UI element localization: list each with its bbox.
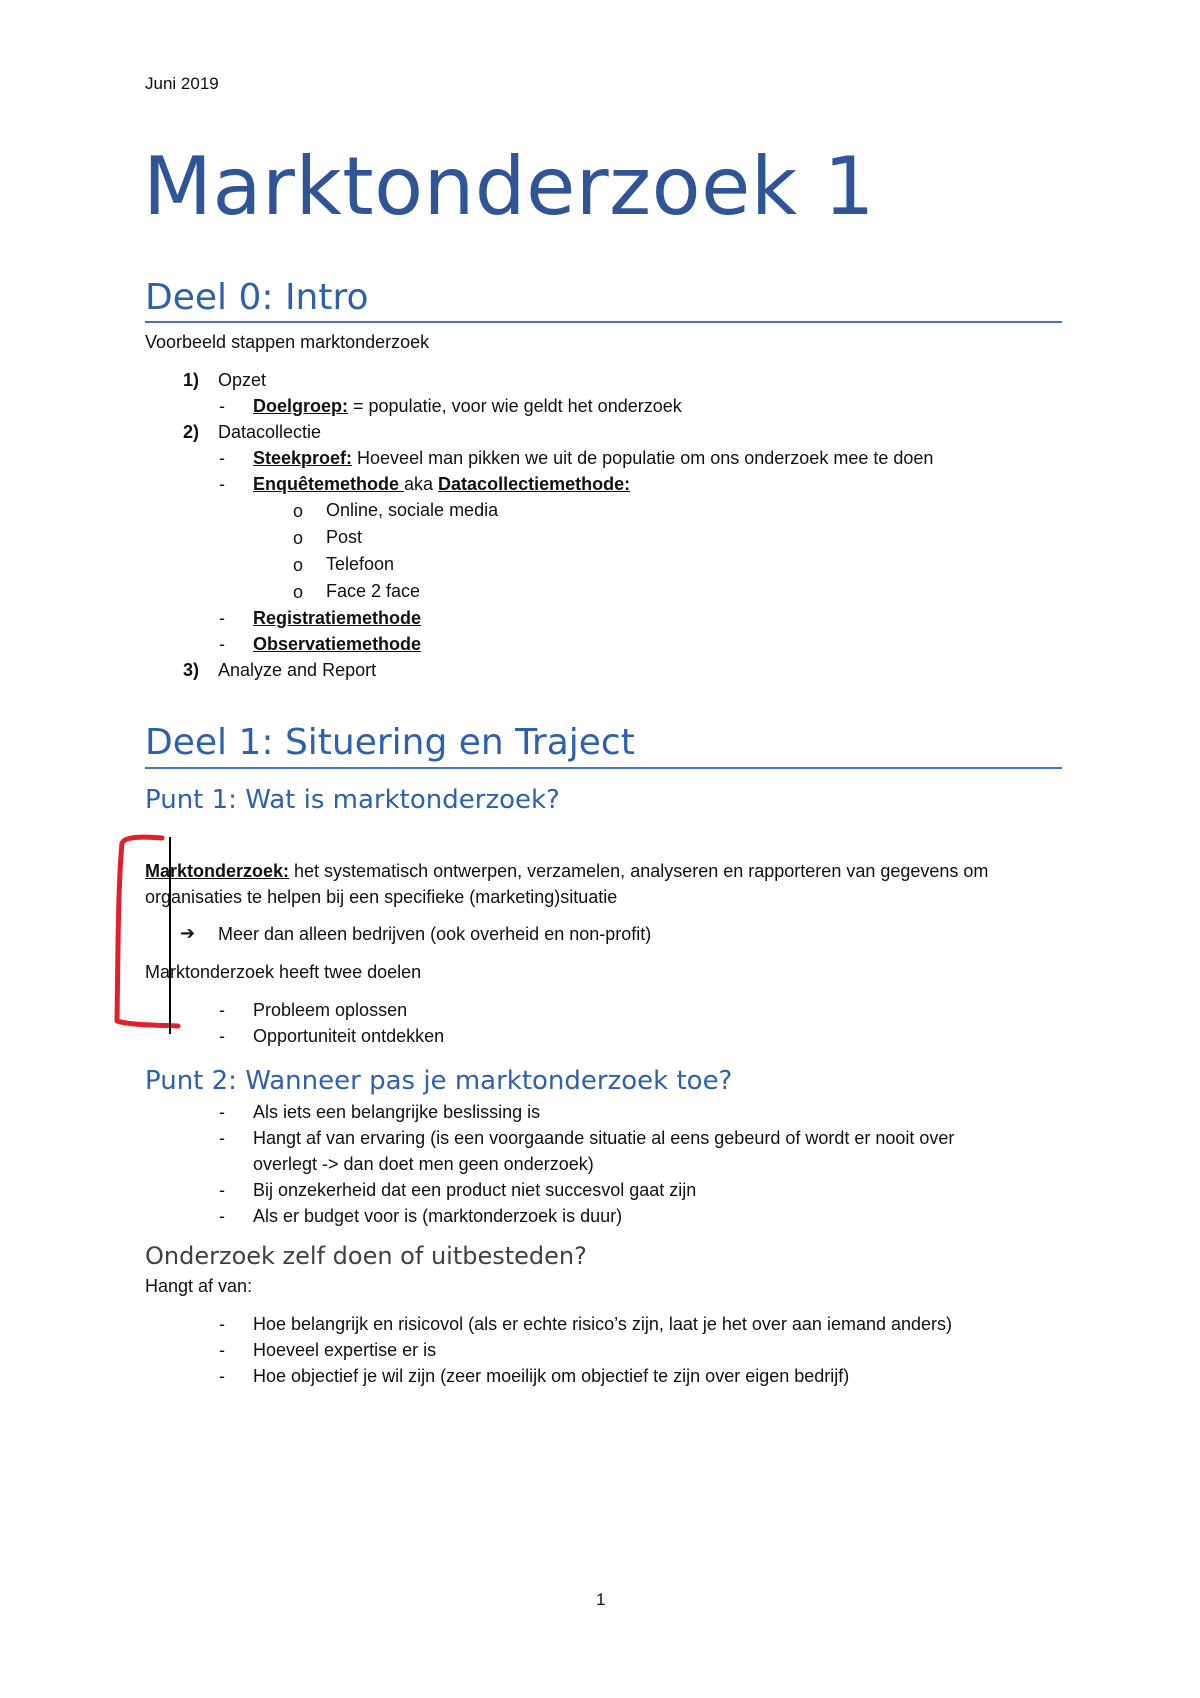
arrow-text: Meer dan alleen bedrijven (ook overheid en non-profit) bbox=[218, 924, 652, 944]
onderzoek-item: Hoeveel expertise er is bbox=[253, 1340, 437, 1360]
red-bracket-annotation bbox=[100, 825, 190, 1045]
punt1-heading: Punt 1: Wat is marktonderzoek? bbox=[145, 785, 560, 815]
dash-marker: - bbox=[219, 1102, 225, 1122]
dash-marker: - bbox=[219, 1314, 225, 1334]
method-item: Post bbox=[326, 527, 363, 547]
doelgroep-text: = populatie, voor wie geldt het onderzoek bbox=[348, 396, 682, 416]
page-title: Marktonderzoek 1 bbox=[143, 140, 875, 233]
marktonderzoek-term: Marktonderzoek: bbox=[145, 861, 290, 881]
bullet-marker: o bbox=[293, 582, 304, 602]
dash-marker: - bbox=[219, 448, 225, 468]
datacollectiemethode-term: Datacollectiemethode: bbox=[438, 474, 631, 494]
deel1-heading-rule bbox=[145, 767, 1062, 769]
bullet-marker: o bbox=[293, 555, 304, 575]
goals-intro: Marktonderzoek heeft twee doelen bbox=[145, 962, 422, 982]
punt2-item: Als iets een belangrijke beslissing is bbox=[253, 1102, 541, 1122]
onderzoek-item: Hoe belangrijk en risicovol (als er echte risico’s zijn, laat je het over aan iemand anders) bbox=[253, 1314, 953, 1334]
steekproef-item bbox=[253, 448, 933, 469]
definition-line-2: organisaties te helpen bij een specifieke (marketing)situatie bbox=[145, 887, 618, 907]
onderzoek-item: Hoe objectief je wil zijn (zeer moeilijk om objectief te zijn over eigen bedrijf) bbox=[253, 1366, 850, 1386]
method-item: Telefoon bbox=[326, 554, 395, 574]
punt2-item: Bij onzekerheid dat een product niet succesvol gaat zijn bbox=[253, 1180, 697, 1200]
dash-marker: - bbox=[219, 1206, 225, 1226]
enquetemethode-term: Enquêtemethode bbox=[253, 474, 405, 494]
header-date: Juni 2019 bbox=[145, 74, 219, 93]
goal-item: Opportuniteit ontdekken bbox=[253, 1026, 445, 1046]
dash-marker: - bbox=[219, 1128, 225, 1148]
method-item: Online, sociale media bbox=[326, 500, 499, 520]
steekproef-term: Steekproef: bbox=[253, 448, 353, 468]
enquetemethode-item bbox=[253, 474, 630, 495]
step-3-label: Analyze and Report bbox=[218, 660, 377, 680]
dash-marker: - bbox=[219, 1000, 225, 1020]
onderzoek-intro: Hangt af van: bbox=[145, 1276, 253, 1296]
red-bracket-stroke bbox=[117, 837, 178, 1026]
step-3-number: 3) bbox=[183, 660, 200, 680]
punt2-heading: Punt 2: Wanneer pas je marktonderzoek toe? bbox=[145, 1066, 733, 1096]
bullet-marker: o bbox=[293, 501, 304, 521]
goal-item: Probleem oplossen bbox=[253, 1000, 408, 1020]
arrow-icon: ➔ bbox=[180, 923, 196, 943]
page-number: 1 bbox=[596, 1590, 606, 1609]
dash-marker: - bbox=[219, 1366, 225, 1386]
punt2-item-continued: overlegt -> dan doet men geen onderzoek) bbox=[253, 1154, 594, 1174]
dash-marker: - bbox=[219, 396, 225, 416]
onderzoek-heading: Onderzoek zelf doen of uitbesteden? bbox=[145, 1242, 587, 1270]
aka-text: aka bbox=[404, 474, 439, 494]
dash-marker: - bbox=[219, 1026, 225, 1046]
steekproef-text: Hoeveel man pikken we uit de populatie om ons onderzoek mee te doen bbox=[352, 448, 934, 468]
deel0-intro: Voorbeeld stappen marktonderzoek bbox=[145, 332, 430, 352]
dash-marker: - bbox=[219, 634, 225, 654]
definition-line-1: het systematisch ontwerpen, verzamelen, analyseren en rapporteren van gegevens om bbox=[289, 861, 989, 881]
punt2-item: Als er budget voor is (marktonderzoek is duur) bbox=[253, 1206, 623, 1226]
deel0-heading: Deel 0: Intro bbox=[145, 277, 369, 318]
method-item: Face 2 face bbox=[326, 581, 421, 601]
dash-marker: - bbox=[219, 474, 225, 494]
doelgroep-term: Doelgroep: bbox=[253, 396, 349, 416]
deel0-heading-rule bbox=[145, 321, 1062, 323]
punt2-item: Hangt af van ervaring (is een voorgaande situatie al eens gebeurd of wordt er nooit over bbox=[253, 1128, 955, 1148]
step-2-number: 2) bbox=[183, 422, 200, 442]
step-1-number: 1) bbox=[183, 370, 200, 390]
marktonderzoek-definition bbox=[145, 861, 988, 882]
dash-marker: - bbox=[219, 1340, 225, 1360]
deel1-heading: Deel 1: Situering en Traject bbox=[145, 722, 635, 763]
step-1-label: Opzet bbox=[218, 370, 267, 390]
observatiemethode-term: Observatiemethode bbox=[253, 634, 422, 654]
registratiemethode-term: Registratiemethode bbox=[253, 608, 422, 628]
doelgroep-item bbox=[253, 396, 682, 417]
step-2-label: Datacollectie bbox=[218, 422, 322, 442]
dash-marker: - bbox=[219, 608, 225, 628]
bullet-marker: o bbox=[293, 528, 304, 548]
dash-marker: - bbox=[219, 1180, 225, 1200]
